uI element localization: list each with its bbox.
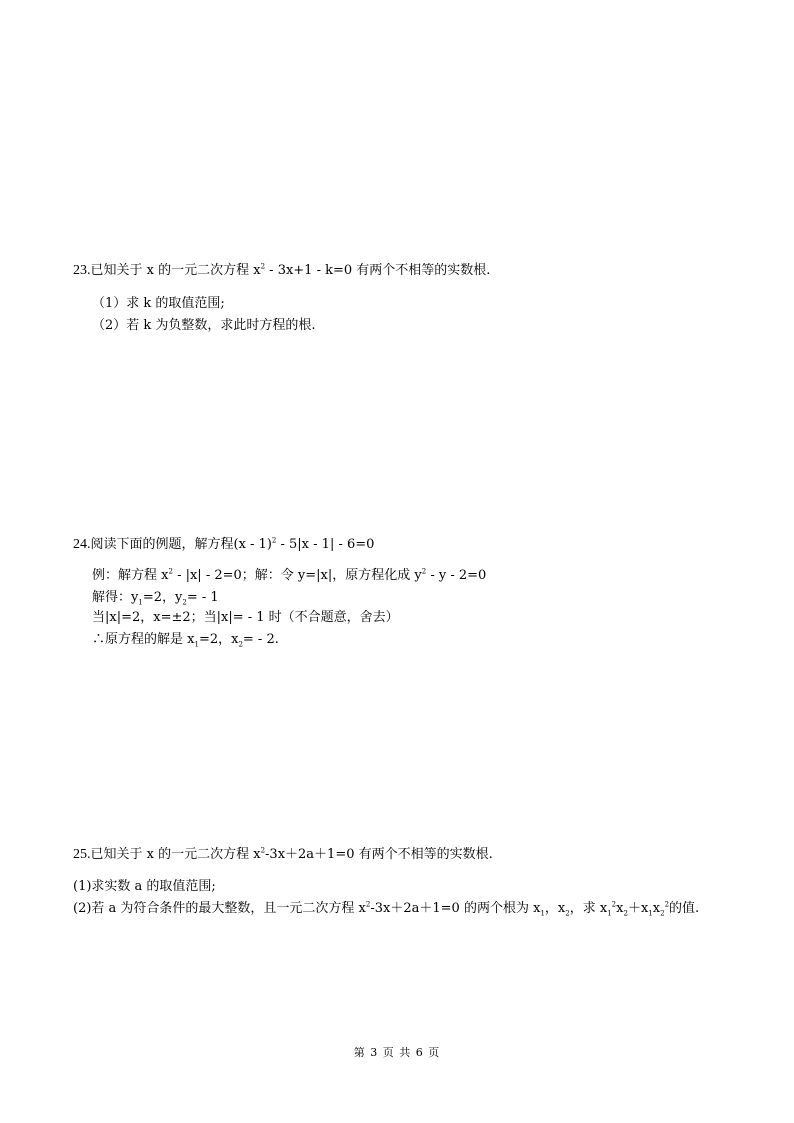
question-24-example-line-1: 例：解方程 $x^2 - |x| - 2=0$；解：令 y=|x|，原方程化成 $y^2 - y - 2=0$	[92, 567, 487, 583]
question-25-item-2: (2)若 a 为符合条件的最大整数，且一元二次方程 $x^2-3x+2a+1=0$ 的两个根为 $x_1$，$x_2$，求 $x_1^2x_2+x_1x_2^2$的值.	[73, 900, 700, 918]
question-24-example-line-3: 当|x|=2，x=±2；当|x|= - 1 时（不合题意，舍去）	[92, 610, 399, 625]
question-23-item-2: （2）若 k 为负整数，求此时方程的根.	[92, 318, 316, 333]
question-number: 23.	[73, 263, 91, 278]
question-number: 24.	[73, 537, 91, 552]
question-24-stem: 24.阅读下面的例题，解方程(x - 1)$^2$ - 5|x - 1| - 6=0	[73, 536, 375, 552]
question-24-example-line-2: 解得：$y_1=2$，$y_2= - 1$	[92, 590, 219, 607]
question-25-stem: 25.已知关于 x 的一元二次方程 $x^2-3x+2a+1=0$ 有两个不相等的实数根.	[73, 846, 493, 862]
question-25-item-1: (1)求实数 a 的取值范围;	[73, 879, 216, 894]
question-23-stem: 23.已知关于 x 的一元二次方程 $x^2 - 3x+1 - k=0$ 有两个不相等的实数根.	[73, 262, 491, 278]
question-24-example-line-4: ∴原方程的解是 $x_1=2$，$x_2= - 2$.	[92, 632, 279, 649]
page-footer: 第 3 页 共 6 页	[353, 1046, 441, 1059]
question-number: 25.	[73, 847, 91, 862]
question-23-item-1: （1）求 k 的取值范围;	[92, 296, 225, 311]
